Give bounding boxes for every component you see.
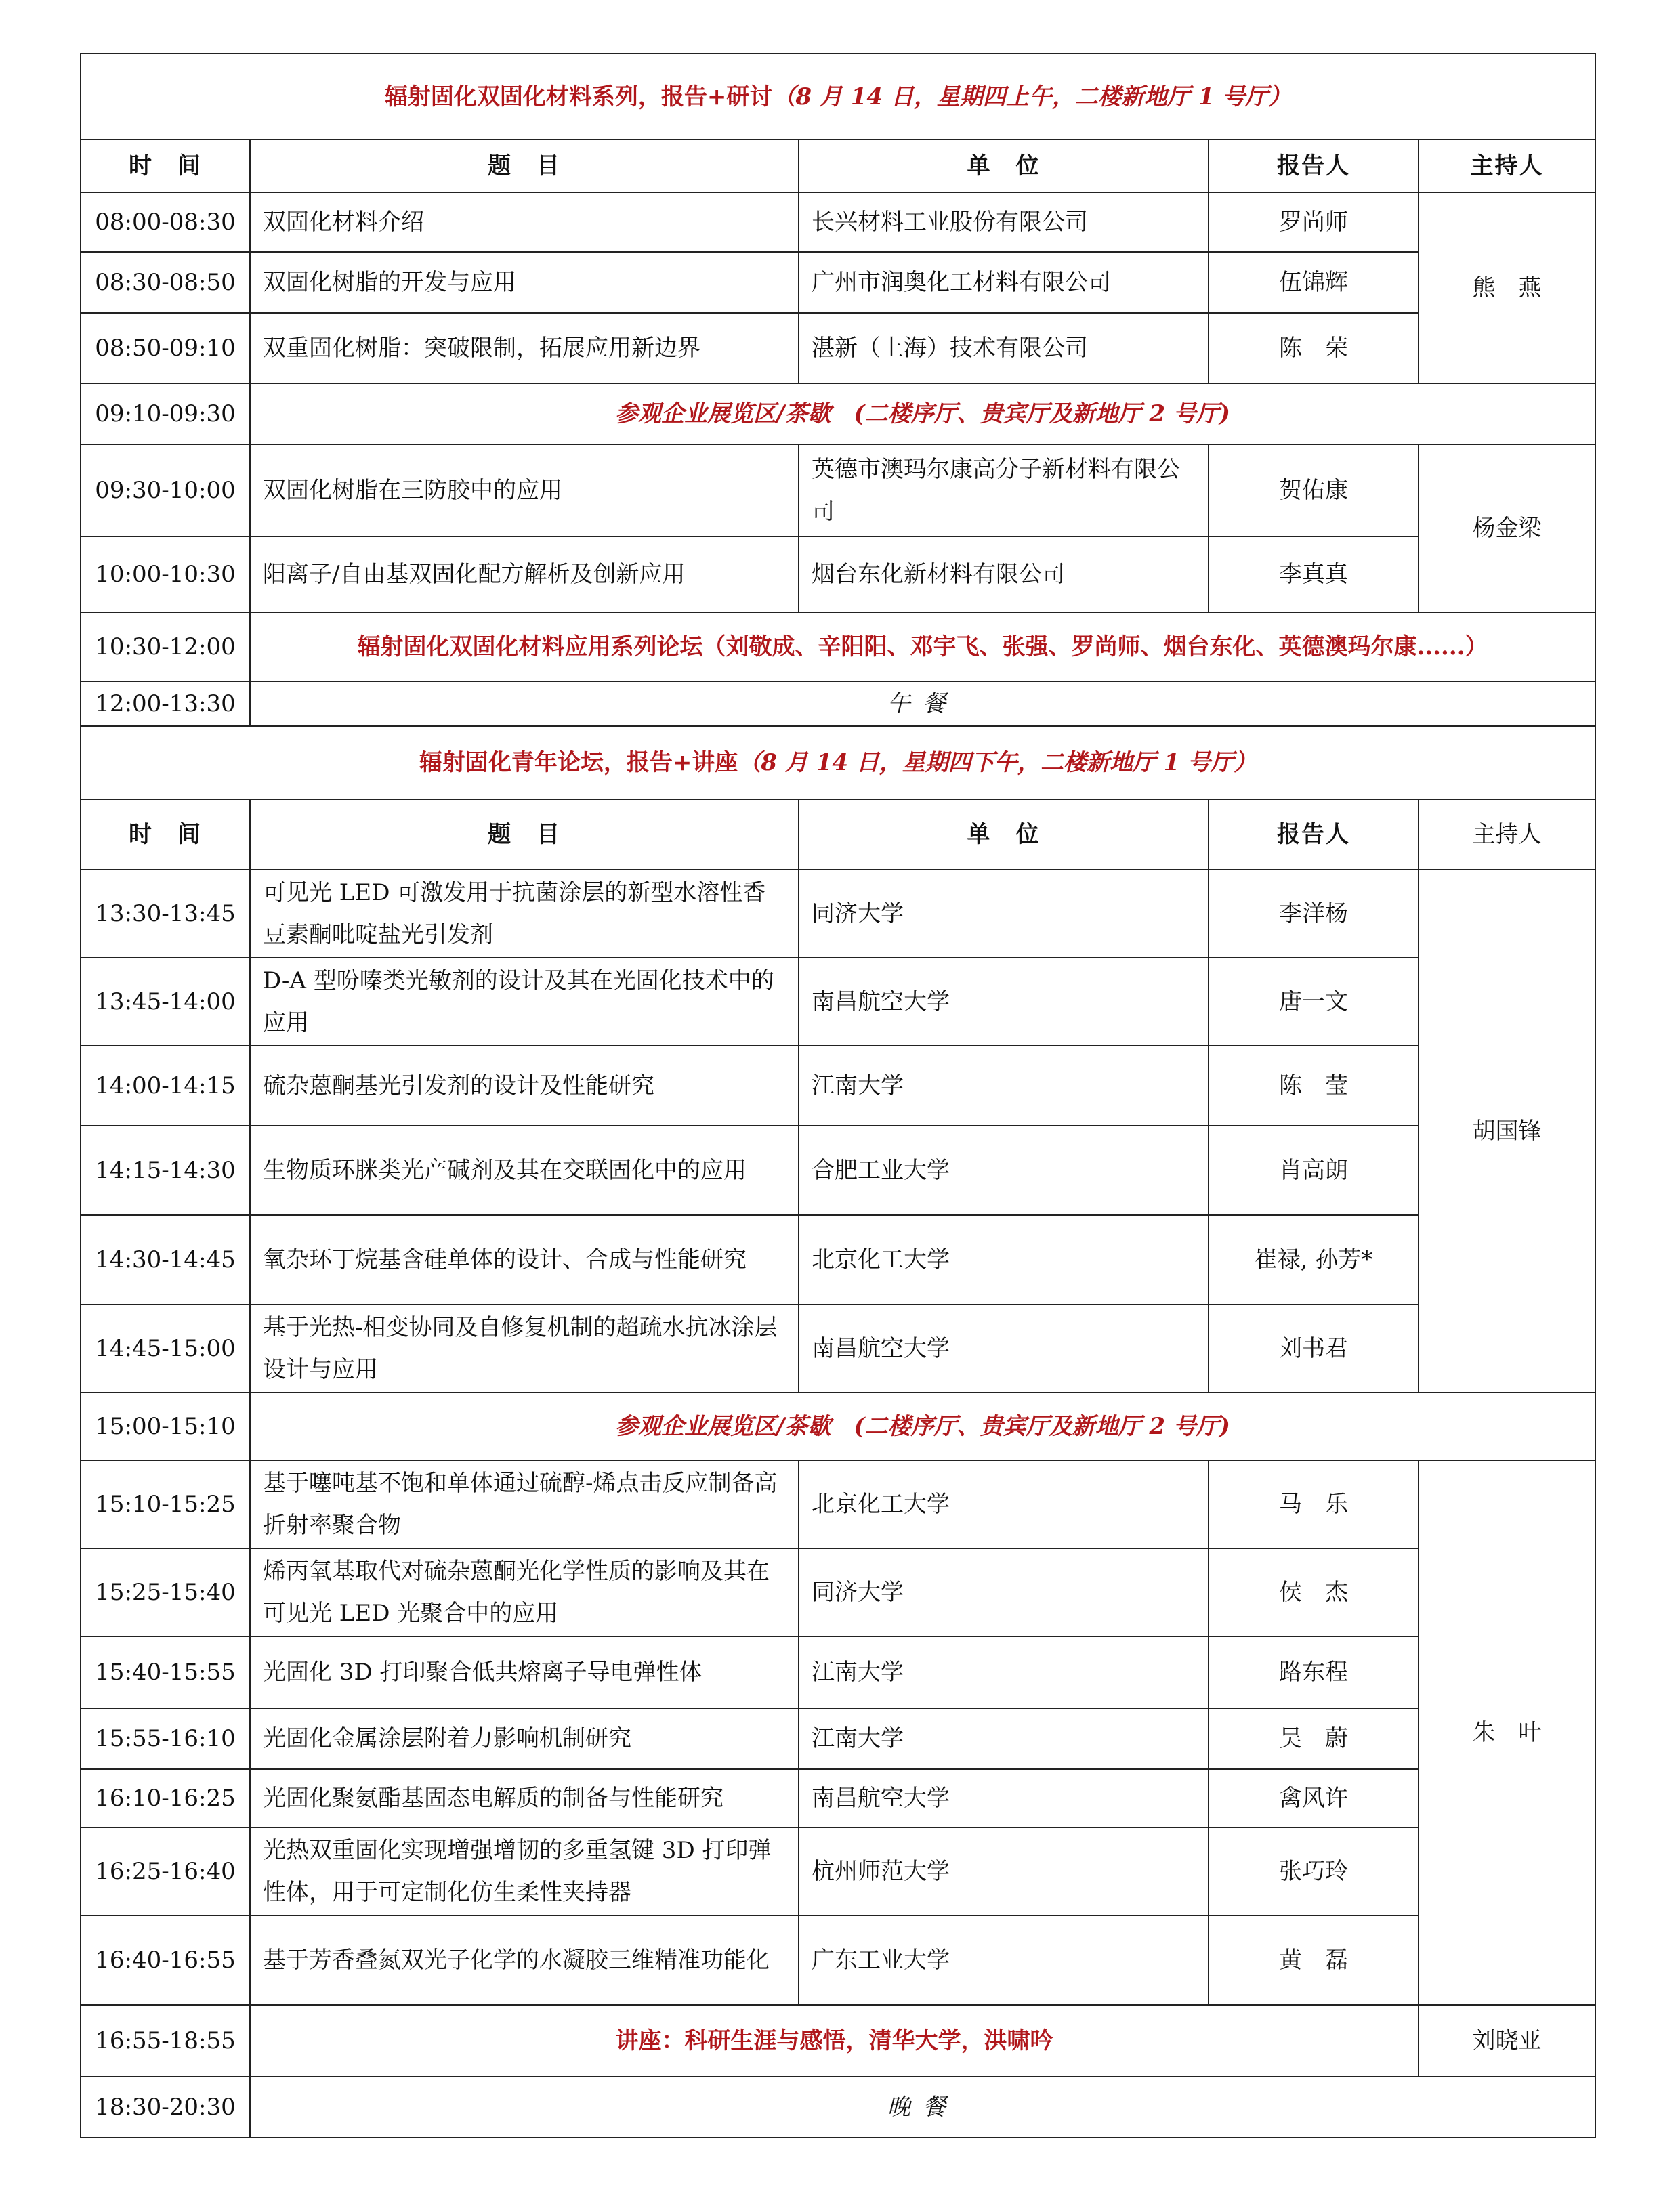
time-cell: 15:25-15:40: [81, 1548, 250, 1636]
table-row: [81, 1126, 1595, 1215]
org-cell: 江南大学: [799, 1708, 1209, 1769]
topic-cell: 生物质环脒类光产碱剂及其在交联固化中的应用: [250, 1126, 799, 1215]
time-cell: 09:30-10:00: [81, 444, 250, 536]
header-topic: 题 目: [250, 140, 799, 192]
host-cell: 熊 燕: [1419, 192, 1595, 383]
topic-cell: 光热双重固化实现增强增韧的多重氢键 3D 打印弹性体，用于可定制化仿生柔性夹持器: [250, 1827, 799, 1915]
speaker-cell: 李洋杨: [1209, 870, 1419, 958]
org-cell: 杭州师范大学: [799, 1827, 1209, 1915]
host-cell: 胡国锋: [1419, 870, 1595, 1393]
org-cell: 英德市澳玛尔康高分子新材料有限公司: [799, 444, 1209, 536]
table-row: [81, 1046, 1595, 1126]
topic-cell: 双固化树脂的开发与应用: [250, 252, 799, 313]
org-cell: 长兴材料工业股份有限公司: [799, 192, 1209, 252]
topic-cell: 双固化材料介绍: [250, 192, 799, 252]
time-cell: 14:15-14:30: [81, 1126, 250, 1215]
org-cell: 北京化工大学: [799, 1460, 1209, 1548]
time-cell: 16:40-16:55: [81, 1915, 250, 2005]
session1-title: [81, 54, 1595, 140]
time-cell: 09:10-09:30: [81, 383, 250, 444]
speaker-cell: 肖高朗: [1209, 1126, 1419, 1215]
speaker-cell: 路东程: [1209, 1636, 1419, 1708]
session1-header-row: [81, 140, 1595, 192]
header-host: 主持人: [1419, 140, 1595, 192]
topic-cell: 阳离子/自由基双固化配方解析及创新应用: [250, 536, 799, 612]
topic-cell: 光固化 3D 打印聚合低共熔离子导电弹性体: [250, 1636, 799, 1708]
speaker-cell: 黄 磊: [1209, 1915, 1419, 2005]
org-cell: 烟台东化新材料有限公司: [799, 536, 1209, 612]
org-cell: 广东工业大学: [799, 1915, 1209, 2005]
time-cell: 08:30-08:50: [81, 252, 250, 313]
speaker-cell: 伍锦辉: [1209, 252, 1419, 313]
table-row: [81, 192, 1595, 252]
topic-cell: D-A 型吩嗪类光敏剂的设计及其在光固化技术中的应用: [250, 958, 799, 1046]
org-cell: 江南大学: [799, 1046, 1209, 1126]
topic-cell: 基于噻吨基不饱和单体通过硫醇-烯点击反应制备高折射率聚合物: [250, 1460, 799, 1548]
lunch-row: [81, 681, 1595, 726]
break-row: [81, 383, 1595, 444]
table-row: [81, 958, 1595, 1046]
time-cell: 08:00-08:30: [81, 192, 250, 252]
schedule-document: [80, 53, 1595, 2138]
session2-title-main: 辐射固化青年论坛，报告+讲座: [419, 749, 738, 776]
table-row: [81, 444, 1595, 536]
time-cell: 15:40-15:55: [81, 1636, 250, 1708]
table-row: [81, 1305, 1595, 1393]
speaker-cell: 吴 蔚: [1209, 1708, 1419, 1769]
table-row: [81, 1548, 1595, 1636]
topic-cell: 氧杂环丁烷基含硅单体的设计、合成与性能研究: [250, 1215, 799, 1305]
topic-cell: 基于芳香叠氮双光子化学的水凝胶三维精准功能化: [250, 1915, 799, 2005]
header-org: 单 位: [799, 140, 1209, 192]
schedule-table: [80, 53, 1596, 2138]
time-cell: 12:00-13:30: [81, 681, 250, 726]
forum-row: [81, 612, 1595, 681]
speaker-cell: 马 乐: [1209, 1460, 1419, 1548]
time-cell: 13:30-13:45: [81, 870, 250, 958]
header-speaker: 报告人: [1209, 799, 1419, 870]
time-cell: 14:00-14:15: [81, 1046, 250, 1126]
lunch-text: 午餐: [250, 681, 1595, 726]
org-cell: 南昌航空大学: [799, 958, 1209, 1046]
table-row: [81, 1215, 1595, 1305]
session1-title-detail: （8 月 14 日，星期四上午，二楼新地厅 1 号厅）: [772, 83, 1292, 110]
speaker-cell: 陈 莹: [1209, 1046, 1419, 1126]
break-text: 参观企业展览区/茶歇 (二楼序厅、贵宾厅及新地厅 2 号厅): [250, 1393, 1595, 1460]
topic-cell: 可见光 LED 可激发用于抗菌涂层的新型水溶性香豆素酮吡啶盐光引发剂: [250, 870, 799, 958]
session2-title-detail: （8 月 14 日，星期四下午，二楼新地厅 1 号厅）: [738, 749, 1257, 776]
table-row: [81, 1636, 1595, 1708]
dinner-row: [81, 2077, 1595, 2138]
dinner-text: 晚餐: [250, 2077, 1595, 2138]
speaker-cell: 陈 荣: [1209, 313, 1419, 383]
speaker-cell: 侯 杰: [1209, 1548, 1419, 1636]
time-cell: 16:55-18:55: [81, 2005, 250, 2077]
lecture-row: [81, 2005, 1595, 2077]
org-cell: 南昌航空大学: [799, 1769, 1209, 1827]
time-cell: 15:55-16:10: [81, 1708, 250, 1769]
table-row: [81, 870, 1595, 958]
topic-cell: 硫杂蒽酮基光引发剂的设计及性能研究: [250, 1046, 799, 1126]
org-cell: 北京化工大学: [799, 1215, 1209, 1305]
session1-title-main: 辐射固化双固化材料系列，报告+研讨: [384, 83, 773, 110]
speaker-cell: 贺佑康: [1209, 444, 1419, 536]
time-cell: 18:30-20:30: [81, 2077, 250, 2138]
session2-title: [81, 726, 1595, 799]
topic-cell: 烯丙氧基取代对硫杂蒽酮光化学性质的影响及其在可见光 LED 光聚合中的应用: [250, 1548, 799, 1636]
table-row: [81, 1827, 1595, 1915]
org-cell: 湛新（上海）技术有限公司: [799, 313, 1209, 383]
break-text: 参观企业展览区/茶歇 (二楼序厅、贵宾厅及新地厅 2 号厅): [250, 383, 1595, 444]
speaker-cell: 罗尚师: [1209, 192, 1419, 252]
table-row: [81, 1708, 1595, 1769]
speaker-cell: 刘书君: [1209, 1305, 1419, 1393]
org-cell: 南昌航空大学: [799, 1305, 1209, 1393]
header-org: 单 位: [799, 799, 1209, 870]
org-cell: 同济大学: [799, 1548, 1209, 1636]
topic-cell: 光固化聚氨酯基固态电解质的制备与性能研究: [250, 1769, 799, 1827]
host-cell: 朱 叶: [1419, 1460, 1595, 2005]
time-cell: 13:45-14:00: [81, 958, 250, 1046]
time-cell: 15:00-15:10: [81, 1393, 250, 1460]
org-cell: 同济大学: [799, 870, 1209, 958]
time-cell: 10:30-12:00: [81, 612, 250, 681]
topic-cell: 光固化金属涂层附着力影响机制研究: [250, 1708, 799, 1769]
table-row: [81, 313, 1595, 383]
session2-header-row: [81, 799, 1595, 870]
topic-cell: 基于光热-相变协同及自修复机制的超疏水抗冰涂层设计与应用: [250, 1305, 799, 1393]
speaker-cell: 李真真: [1209, 536, 1419, 612]
header-time: 时 间: [81, 799, 250, 870]
speaker-cell: 崔禄, 孙芳*: [1209, 1215, 1419, 1305]
table-row: [81, 1460, 1595, 1548]
speaker-cell: 张巧玲: [1209, 1827, 1419, 1915]
forum-text: 辐射固化双固化材料应用系列论坛（刘敬成、辛阳阳、邓宇飞、张强、罗尚师、烟台东化、英德澳玛尔康......）: [250, 612, 1595, 681]
time-cell: 10:00-10:30: [81, 536, 250, 612]
header-topic: 题 目: [250, 799, 799, 870]
time-cell: 16:10-16:25: [81, 1769, 250, 1827]
topic-cell: 双重固化树脂：突破限制，拓展应用新边界: [250, 313, 799, 383]
lecture-text: 讲座：科研生涯与感悟，清华大学，洪啸吟: [250, 2005, 1419, 2077]
break-row: [81, 1393, 1595, 1460]
time-cell: 14:45-15:00: [81, 1305, 250, 1393]
time-cell: 15:10-15:25: [81, 1460, 250, 1548]
time-cell: 08:50-09:10: [81, 313, 250, 383]
topic-cell: 双固化树脂在三防胶中的应用: [250, 444, 799, 536]
header-speaker: 报告人: [1209, 140, 1419, 192]
host-cell: 刘晓亚: [1419, 2005, 1595, 2077]
org-cell: 广州市润奥化工材料有限公司: [799, 252, 1209, 313]
header-host: 主持人: [1419, 799, 1595, 870]
speaker-cell: 禽风许: [1209, 1769, 1419, 1827]
header-time: 时 间: [81, 140, 250, 192]
org-cell: 江南大学: [799, 1636, 1209, 1708]
time-cell: 14:30-14:45: [81, 1215, 250, 1305]
table-row: [81, 1915, 1595, 2005]
session2-title-row: [81, 726, 1595, 799]
org-cell: 合肥工业大学: [799, 1126, 1209, 1215]
speaker-cell: 唐一文: [1209, 958, 1419, 1046]
table-row: [81, 536, 1595, 612]
time-cell: 16:25-16:40: [81, 1827, 250, 1915]
host-cell: 杨金梁: [1419, 444, 1595, 612]
session1-title-row: [81, 54, 1595, 140]
table-row: [81, 1769, 1595, 1827]
table-row: [81, 252, 1595, 313]
